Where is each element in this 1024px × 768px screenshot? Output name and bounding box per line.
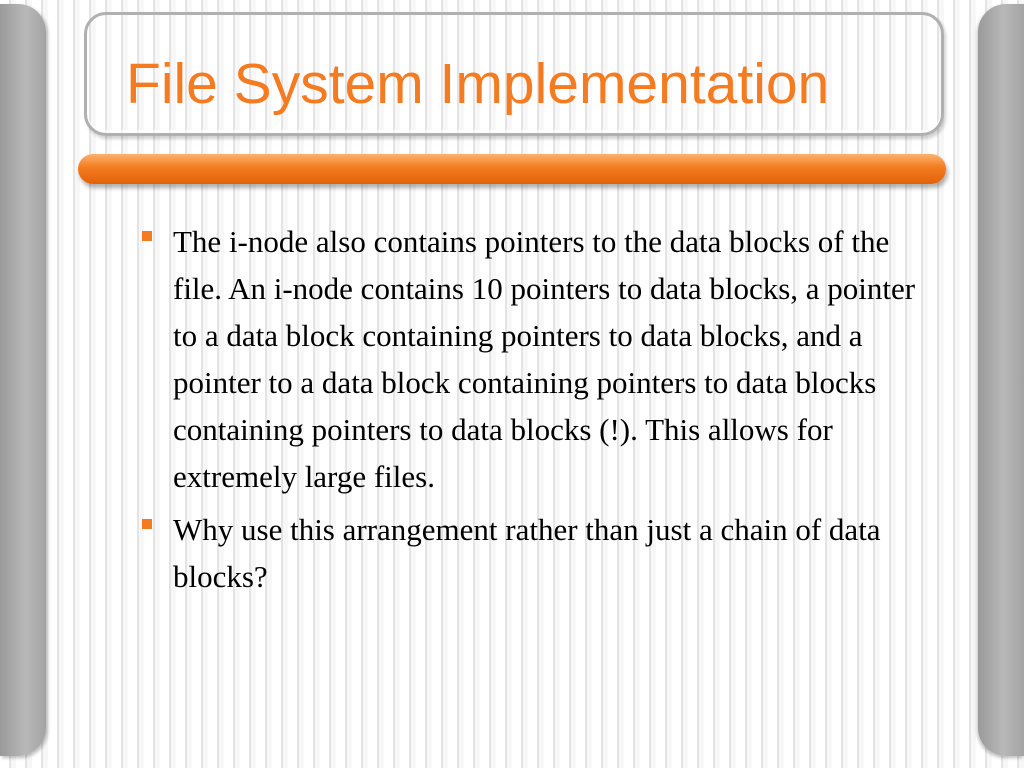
square-bullet-icon: [142, 519, 152, 529]
bullet-item: [140, 506, 940, 600]
bullet-list: [140, 218, 940, 606]
bullet-item: [140, 218, 940, 500]
title-underline-bar: [78, 154, 946, 184]
right-decorative-bar: [978, 4, 1024, 756]
left-decorative-bar: [0, 4, 46, 756]
slide-title: File System Implementation: [126, 52, 830, 116]
bullet-text: Why use this arrangement rather than just a chain of data blocks?: [173, 512, 881, 594]
square-bullet-icon: [142, 231, 152, 241]
bullet-text: The i-node also contains pointers to the data blocks of the file. An i-node contains 10 pointers to data blocks, a pointer to a data block containing pointers to data blocks, and a pointer to a data block containing pointers to data blocks containing pointers to data blocks (!). This allows for extremely large files.: [173, 224, 916, 494]
